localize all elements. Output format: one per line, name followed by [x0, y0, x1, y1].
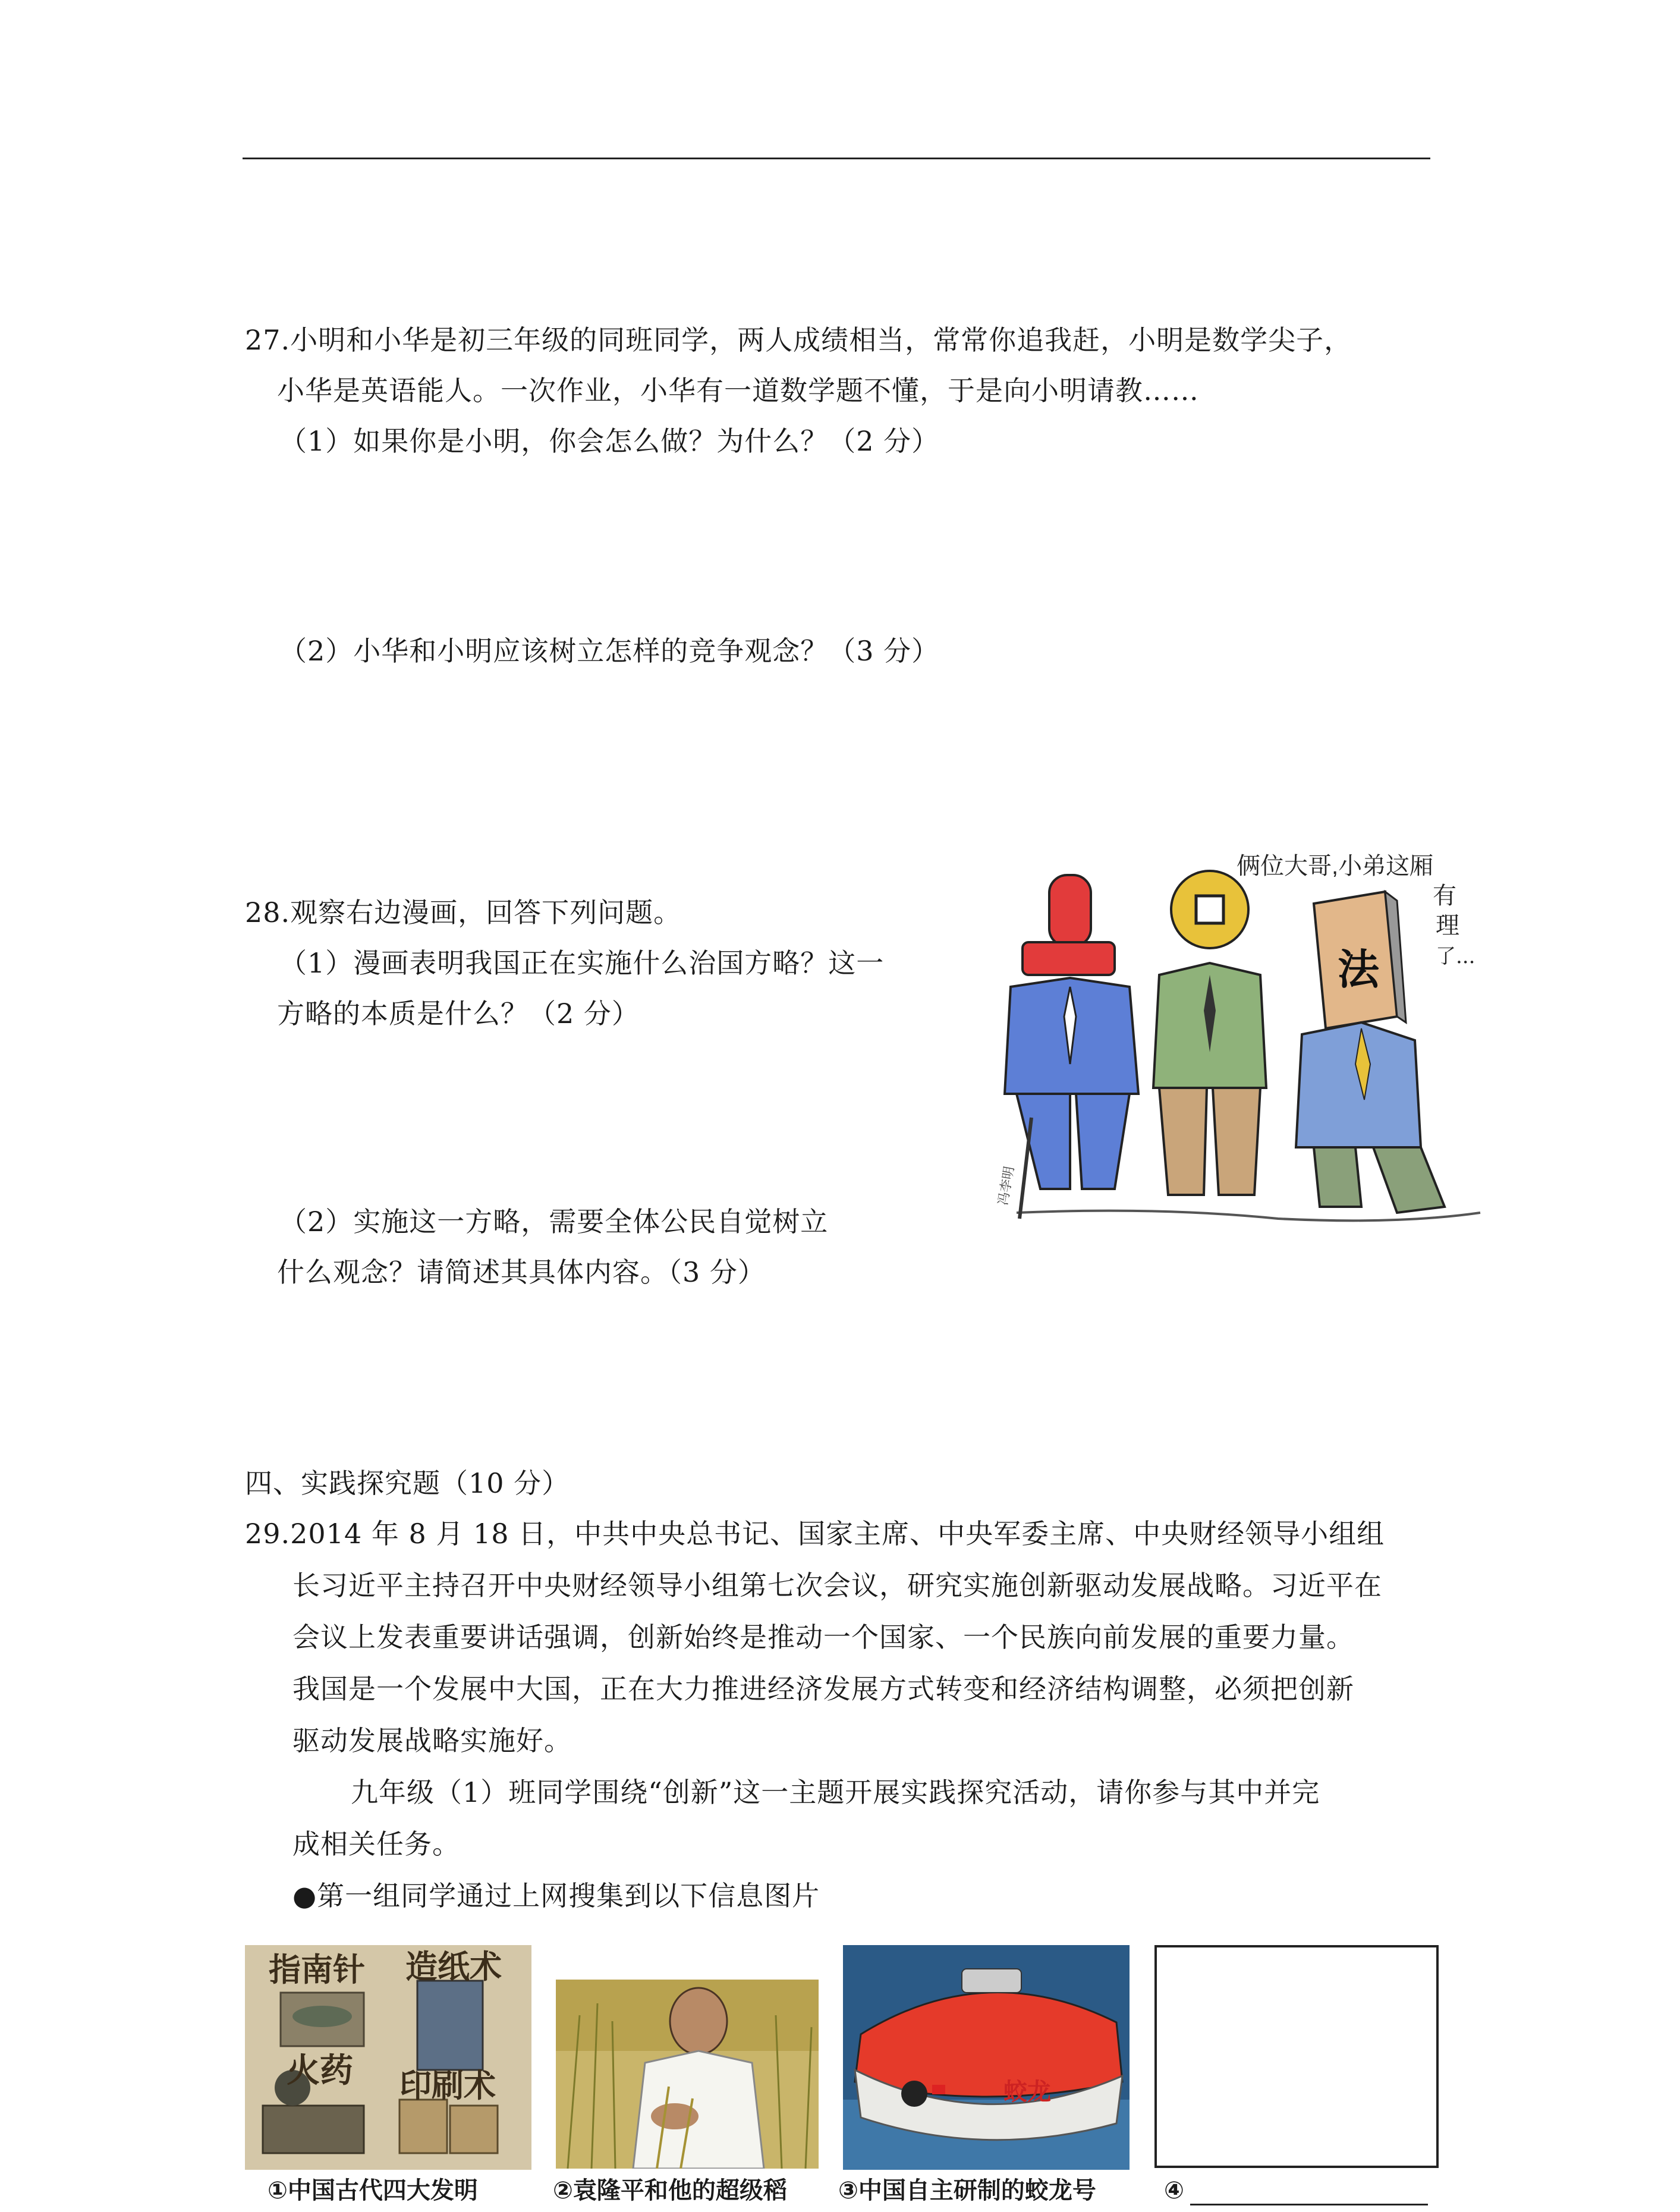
q28-stem: 28.观察右边漫画，回答下列问题。 [245, 896, 682, 929]
invention-compass-label: 指南针 [269, 1950, 365, 1988]
caption-yuan-longping: ②袁隆平和他的超级稻 [553, 2177, 787, 2204]
header-rule [243, 158, 1430, 159]
section4-heading: 四、实践探究题（10 分） [245, 1467, 570, 1499]
four-inventions-image [245, 1945, 531, 2170]
empty-image-placeholder[interactable] [1154, 1945, 1439, 2168]
q28-subquestion-2-line1: （2）实施这一方略，需要全体公民自觉树立 [279, 1206, 829, 1238]
caption-blank-4-line[interactable] [1190, 2180, 1428, 2205]
caption-blank-4 [1164, 2176, 1428, 2205]
q28-subquestion-2-line2: 什么观念？请简述其具体内容。（3 分） [277, 1256, 766, 1288]
cartoon-speech-line1: 俩位大哥,小弟这厢 [1237, 853, 1434, 879]
q29-stem-line6: 九年级（1）班同学围绕“创新”这一主题开展实践探究活动，请你参与其中并完 [351, 1776, 1320, 1808]
q29-bullet-group1: ●第一组同学通过上网搜集到以下信息图片 [292, 1880, 820, 1912]
cartoon-speech-line3: 理 [1436, 912, 1459, 939]
invention-printing-label: 印刷术 [399, 2066, 496, 2104]
figure-law-book [1237, 853, 1475, 1213]
q27-subquestion-2: （2）小华和小明应该树立怎样的竞争观念？（3 分） [279, 635, 940, 667]
rule-of-law-cartoon [981, 838, 1486, 1231]
figure-money-coin [1153, 871, 1266, 1195]
q27-stem-line2: 小华是英语能人。一次作业，小华有一道数学题不懂，于是向小明请教…… [277, 375, 1199, 407]
q29-stem-line2: 长习近平主持召开中央财经领导小组第七次会议，研究实施创新驱动发展战略。习近平在 [292, 1569, 1382, 1601]
figure-power-stamp [995, 875, 1138, 1219]
invention-gunpowder-label: 火药 [287, 2051, 353, 2090]
q29-stem-line7: 成相关任务。 [292, 1828, 460, 1860]
cartoon-speech-line2: 有 [1433, 882, 1456, 910]
jiaolong-hull-marking: 蛟龙 [1003, 2078, 1051, 2106]
q29-stem-line4: 我国是一个发展中大国，正在大力推进经济发展方式转变和经济结构调整，必须把创新 [292, 1673, 1354, 1705]
q29-stem-line3: 会议上发表重要讲话强调，创新始终是推动一个国家、一个民族向前发展的重要力量。 [292, 1621, 1354, 1653]
caption-four-inventions: ①中国古代四大发明 [268, 2177, 478, 2204]
caption-jiaolong: ③中国自主研制的蛟龙号 [838, 2177, 1096, 2204]
q27-subquestion-1: （1）如果你是小明，你会怎么做？为什么？（2 分） [279, 425, 940, 457]
cartoon-signature: 冯李明 [995, 1165, 1017, 1207]
q27-stem-line1: 27.小明和小华是初三年级的同班同学，两人成绩相当，常常你追我赶，小明是数学尖子， [245, 324, 1352, 356]
q28-subquestion-1-line1: （1）漫画表明我国正在实施什么治国方略？这一 [279, 947, 885, 979]
q28-subquestion-1-line2: 方略的本质是什么？（2 分） [277, 998, 640, 1030]
jiaolong-submersible-image [843, 1945, 1130, 2170]
cartoon-speech-line4: 了... [1436, 945, 1475, 968]
caption-blank-4-number: ④ [1164, 2177, 1184, 2204]
cartoon-book-char: 法 [1338, 945, 1379, 994]
yuan-longping-image [556, 1980, 819, 2169]
q29-stem-line1: 29.2014 年 8 月 18 日，中共中央总书记、国家主席、中央军委主席、中央财经领导小组组 [245, 1518, 1385, 1550]
invention-papermaking-label: 造纸术 [405, 1947, 502, 1986]
q29-stem-line5: 驱动发展战略实施好。 [292, 1725, 572, 1757]
